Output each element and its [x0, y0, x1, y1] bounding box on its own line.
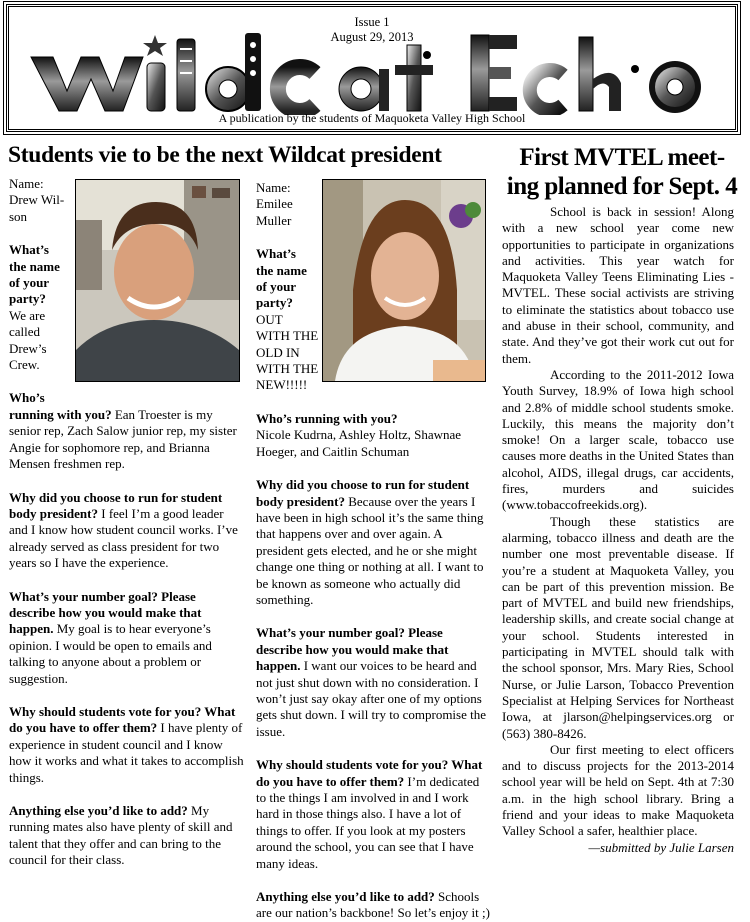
candidate1-name-label: Name: — [9, 176, 44, 191]
issue-number: Issue 1 — [354, 15, 390, 29]
candidate1-q2-line1: Who’s — [9, 390, 45, 406]
candidate1-answer4: What’s your number goal? Please describe how you would make that happen. My goal is to hear everyone’s opinion. I would be open to emails and talking to anyone about a problem or suggestion. — [9, 588, 212, 686]
candidate1-answer3: Why did you choose to run for student body president? I feel I’m a good leader and I know how student council works. I’ve already served as class president for two years so I have the experience. — [9, 489, 238, 571]
candidate2-answer6: Anything else you’d like to add? Schools are our nation’s backbone! So let’s enjoy it ;) — [256, 889, 490, 921]
candidate2-name-line1: Emilee — [256, 196, 293, 212]
candidate2-name-line2: Muller — [256, 212, 292, 228]
left-headline: Students vie to be the next Wildcat president — [8, 142, 442, 168]
masthead — [6, 4, 738, 132]
candidate1-answer5: Why should students vote for you? What do you have to offer them? I have plenty of experience in student council and I know how it works and what it takes to accomplish things. — [9, 703, 244, 785]
article-paragraph-4: Our first meeting to elect officers and to discuss projects for the 2013-2014 school year will be held on Sept. 4th at 7:30 a.m. in the high school library. Bring a friend and your ideas to make Maquoketa Valley School a safer, healthier place. — [502, 741, 734, 839]
tagline: A publication by the students of Maquoketa Valley High School — [218, 111, 526, 125]
candidate2-name-label: Name: — [256, 180, 291, 195]
issue-date: August 29, 2013 — [330, 30, 414, 44]
candidate2-a1: OUT WITH THE OLD IN WITH THE NEW!!!!! — [256, 311, 319, 393]
candidate2-answer3: Why did you choose to run for student body president? Because over the years I have been in high school it’s the same thing that happens over and over again. A president gets elected, and he or she might change one thing or nothing at all. I want to be known as someone who actually did something. — [256, 477, 484, 607]
candidate1-q1: What’s the name of your party? — [9, 242, 60, 307]
mvtel-article — [502, 204, 734, 856]
candidate1-narrow-block — [9, 176, 69, 407]
article-paragraph-1: School is back in session! Along with a new school year come new opportunities to participate in organizations and activities. This year watch for Maquoketa Valley Teens Eliminating Lies - MVTEL. These social activists are striving to eliminate the statistics about tobacco use and abuse in their school, community, and state. And they’ve got their work cut out for them. — [502, 204, 734, 366]
candidate1-a1: We are called Drew’s Crew. — [9, 307, 47, 373]
article-paragraph-3: Though these statistics are alarming, tobacco illness and death are the number one most preventable disease. If you’re a student at Maquoketa Valley, you can be part of this prevention mission. Be part of MVTEL and build new friendships, leadership skills, and create social change at your school. Students interested in participating in MVTEL should talk with the school sponsor, Mrs. Mary Ries, School Nurse, or Julie Larson, Tobacco Prevention Specialist at Helping Services for Northeast Iowa, at jlarson@helpingservices.org or (563) 380-8426. — [502, 513, 734, 741]
candidate2-column — [256, 180, 492, 922]
candidate1-answer2: running with you? Ean Troester is my senior rep, Zach Salow junior rep, my sister Angie for sophomore rep, and Brianna Mensen freshmen rep. — [9, 406, 237, 472]
candidate2-q1: What’s the name of your party? — [256, 246, 307, 311]
wildcat-echo-logo — [23, 29, 723, 115]
candidate1-answer6: Anything else you’d like to add? My running mates also have plenty of skill and talent that they offer and can bring to the council for their class. — [9, 803, 233, 868]
article-byline: —submitted by Julie Larsen — [588, 839, 734, 855]
candidate2-answer2: Who’s running with you? Nicole Kudrna, Ashley Holtz, Shawnae Hoeger, and Caitlin Schuman — [256, 410, 462, 459]
candidate1-name-line1: Drew Wil- — [9, 192, 65, 208]
candidate2-answer4: What’s your number goal? Please describe how you would make that happen. I want our voices to be heard and not just shut down with no consideration. I won’t just say okay after one of my options gets shut down. I will try to compromise the issue. — [256, 625, 487, 739]
candidate2-answer5: Why should students vote for you? What do you have to offer them? I’m dedicated to the things I am involved in and I work hard in those things also. I have a lot of things to offer. If you look at my posters around the school, you can see that I have many ideas. — [256, 757, 483, 871]
article-paragraph-2: According to the 2011-2012 Iowa Youth Survey, 18.9% of Iowa high school and 2.8% of middle school students smoke. Luckily, this means the majority don’t smoke! On a larger scale, tobacco use causes more deaths in the United States than alcohol, AIDS, illegal drugs, car accidents, fires, murders and suicides (www.tobaccofreekids.org). — [502, 366, 734, 513]
candidate1-name-line2: son — [9, 208, 28, 224]
candidate1-column — [9, 176, 245, 869]
right-headline: First MVTEL meet- ing planned for Sept. 4 — [506, 144, 738, 200]
candidate2-narrow-block — [256, 180, 322, 394]
